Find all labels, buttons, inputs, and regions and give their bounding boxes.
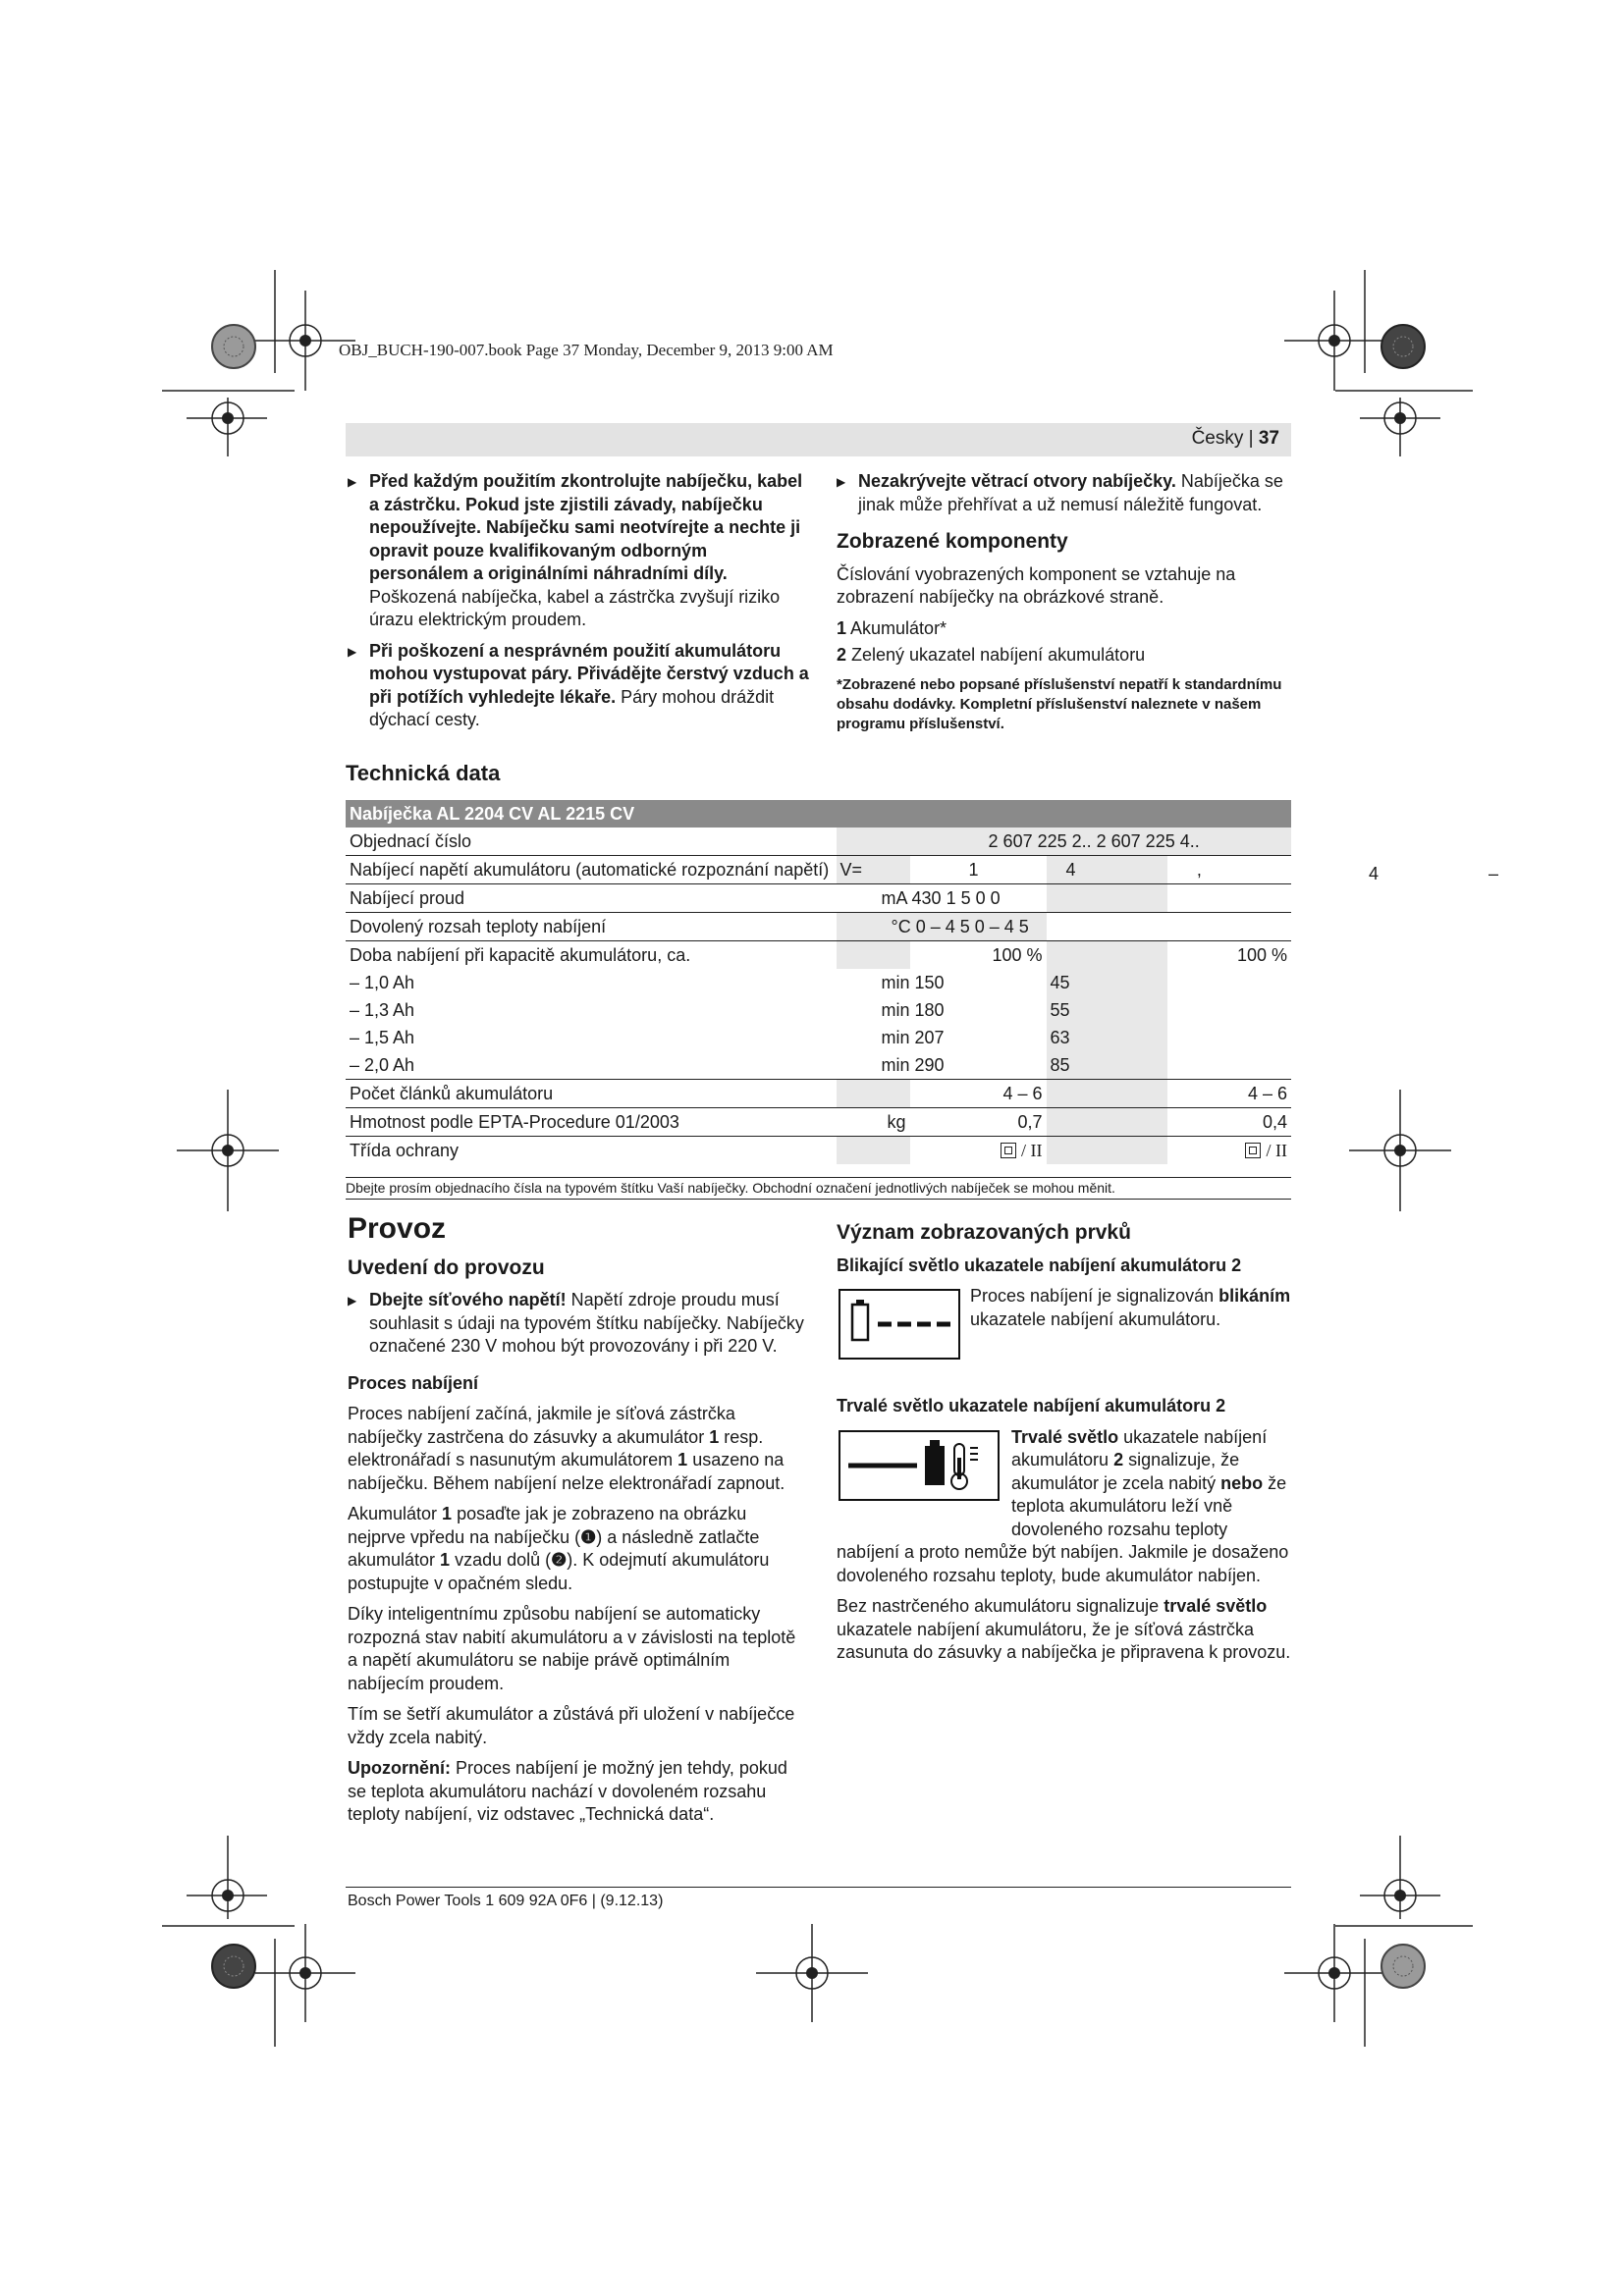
table-row [346,1051,1291,1080]
component-2 [837,644,1291,667]
indicator-column [837,1221,1291,1673]
charging-paragraph-3: Díky inteligentnímu způsobu nabíjení se automaticky rozpozná stav nabití akumulátoru a v závislosti na teplotě a napětí akumulátoru se nabije právě optimálním nabíjecím proudem. [348,1604,796,1693]
table-row [346,913,1291,941]
row-label: Objednací číslo [346,828,837,856]
row-value: 55 [1047,996,1167,1024]
component-number: 2 [837,645,847,665]
tech-table [346,800,1291,1164]
side-number: 4 [1369,864,1380,883]
text: resp. elektronářadí s nasunutým akumulátorem [348,1426,764,1469]
row-value: 1 [910,856,1047,884]
tech-footnote: Dbejte prosím objednacího čísla na typovém štítku Vaší nabíječky. Obchodní označení jednotlivých nabíječek se mohou měnit. [346,1177,1291,1196]
row-value: 0,4 [1167,1108,1291,1137]
tech-title-row [346,800,1291,828]
blinking-indicator-icon [839,1289,960,1360]
table-row [346,969,1291,996]
warning-bold: Nezakrývejte větrací otvory nabíječky. [858,471,1176,491]
ref-number: 1 [442,1504,453,1523]
page-number: 37 [1258,428,1279,449]
emphasis: trvalé světlo [1164,1596,1268,1616]
charging-heading: Proces nabíjení [348,1372,479,1393]
safety-warnings-left [348,470,811,740]
row-value: min 150 [881,972,945,992]
row-label: Dovolený rozsah teploty nabíjení [346,913,837,941]
row-value: 45 [1047,969,1167,996]
table-row [346,996,1291,1024]
warning-rest: Páry mohou dráždit dýchací cesty. [369,686,775,729]
steady-indicator-icon [839,1430,1000,1501]
row-value: 0,7 [910,1108,1047,1137]
row-value: min 207 [881,1027,945,1047]
indicator-heading: Význam zobrazovaných prvků [837,1221,1131,1244]
text: Akumulátor [348,1504,443,1523]
row-value: 63 [1047,1024,1167,1051]
operation-column [348,1212,809,1835]
row-value: 4 – 6 [1167,1080,1291,1108]
ref-number: 1 [677,1450,688,1469]
warning-rest: Napětí zdroje proudu musí souhlasit s údaji na typovém štítku nabíječky. Nabíječky označené 230 V mohou být provozovány i při 220 V. [369,1290,804,1356]
note-label: Upozornění: [348,1758,451,1778]
text: usazeno na nabíječku. Během nabíjení nelze elektronářadí zapnout. [348,1450,785,1493]
row-value: °C 0 – 4 5 0 – 4 5 [837,913,1047,941]
text: ). K odejmutí akumulátoru postupujte v opačném sledu. [348,1550,770,1593]
right-top-column [837,470,1291,734]
table-row [346,1024,1291,1051]
row-value: 4 [1047,856,1167,884]
operation-title: Provoz [348,1212,447,1245]
accessories-note: *Zobrazené nebo popsané příslušenství nepatří k standardnímu obsahu dodávky. Kompletní příslušenství naleznete v našem programu příslušenství. [837,675,1282,732]
warning-bold: Před každým použitím zkontrolujte nabíječku, kabel a zástrčku. Pokud jste zjistili závady, nabíječku nepoužívejte. Nabíječku sami neotvírejte a nechte ji opravit pouze kvalifikovaným odborným personálem a originálními náhradními díly. [369,471,803,583]
text: ukazatele nabíjení akumulátoru, že je síťová zástrčka zasunuta do zásuvky a nabíječka je připravena k provozu. [837,1619,1291,1662]
header-text [1192,428,1279,450]
row-label: – 1,3 Ah [350,999,415,1020]
component-label: Zelený ukazatel nabíjení akumulátoru [846,645,1146,665]
table-row [346,1137,1291,1165]
row-label: Doba nabíjení při kapacitě akumulátoru, ca. [350,944,691,965]
component-label: Akumulátor* [846,617,947,638]
text: Bez nastrčeného akumulátoru signalizuje [837,1596,1164,1616]
text: Proces nabíjení začíná, jakmile je síťová zástrčka nabíječky zastrčena do zásuvky a akumulátor [348,1404,735,1447]
text: že teplota akumulátoru leží vně dovoleného rozsahu teploty nabíjení a proto nemůže být nabíjen. Jakmile je dosaženo dovoleného rozsahu teploty, bude akumulátor nabíjen. [837,1472,1289,1585]
charging-paragraph-1 [348,1403,809,1495]
row-label: Hmotnost podle EPTA-Procedure 01/2003 [346,1108,837,1137]
row-unit: V= [837,856,910,884]
row-label: Počet článků akumulátoru [346,1080,837,1108]
row-value: 85 [1047,1051,1167,1080]
order-number: 2 607 225 2.. 2 607 225 4.. [910,828,1291,856]
page-header [346,423,1291,456]
component-1 [837,617,1291,641]
charging-note [348,1757,809,1827]
table-row [346,828,1291,856]
row-label: – 2,0 Ah [346,1051,837,1080]
row-label: – 1,5 Ah [350,1027,415,1047]
header-lang: Česky | [1191,428,1259,449]
startup-heading: Uvedení do provozu [348,1255,545,1279]
emphasis: blikáním [1218,1286,1291,1306]
text: ) a následně zatlačte akumulátor [348,1526,760,1570]
tech-heading: Technická data [346,761,501,785]
table-row [346,941,1291,970]
table-row [346,856,1291,884]
warning-rest: Nabíječka se jinak může přehřívat a už nemusí náležitě fungovat. [858,471,1283,514]
ref-number: 2 [1113,1450,1124,1469]
class-value: / II [1021,1140,1043,1160]
table-row [346,1108,1291,1137]
row-value: mA 430 1 5 0 0 [837,884,1047,913]
text: Proces nabíjení je signalizován [970,1286,1219,1306]
table-row [346,884,1291,913]
charging-paragraph-4: Tím se šetří akumulátor a zůstává při uložení v nabíječce vždy zcela nabitý. [348,1704,795,1747]
row-value: , [1167,856,1291,884]
no-battery-description [837,1595,1291,1665]
warning-vents [837,470,1291,516]
voltage-warning [348,1289,809,1359]
row-label: Nabíjecí napětí akumulátoru (automatické rozpoznání napětí) [346,856,837,884]
class-value: / II [1266,1140,1287,1160]
warning-bold: Při poškození a nesprávném použití akumulátoru mohou vystupovat páry. Přivádějte čerstvý vzduch a při potížích vyhledejte lékaře. [369,640,809,707]
text: Proces nabíjení je možný jen tehdy, pokud se teplota akumulátoru nachází v dovoleném rozsahu teploty nabíjení, viz odstavec „Technická data“. [348,1758,787,1824]
footer-divider [346,1887,1291,1888]
warning-rest: Poškozená nabíječka, kabel a zástrčka zvyšují riziko úrazu elektrickým proudem. [369,586,781,629]
blinking-description [970,1285,1291,1331]
steady-heading: Trvalé světlo ukazatele nabíjení akumulátoru 2 [837,1396,1226,1415]
tech-title: Nabíječka AL 2204 CV AL 2215 CV [346,800,1291,828]
row-label: – 1,0 Ah [350,972,415,992]
class-ii-icon [1245,1143,1261,1158]
emphasis: Trvalé světlo [1011,1426,1119,1447]
row-unit: kg [837,1108,910,1137]
row-value: min 180 [881,999,945,1020]
ref-number: 1 [440,1550,451,1570]
components-heading: Zobrazené komponenty [837,530,1068,553]
steady-block [837,1426,1291,1588]
blinking-block [837,1285,1291,1375]
protection-class [1167,1137,1291,1165]
divider [346,1199,1291,1200]
row-value: 4 – 6 [910,1080,1047,1108]
footer-text: Bosch Power Tools 1 609 92A 0F6 | (9.12.13) [348,1893,664,1909]
battery-blink-icon [840,1291,958,1358]
charging-paragraph-2 [348,1503,809,1595]
warning-bold: Dbejte síťového napětí! [369,1290,567,1309]
emphasis: nebo [1220,1472,1264,1493]
blinking-heading: Blikající světlo ukazatele nabíjení akumulátoru 2 [837,1255,1242,1275]
text: ukazatele nabíjení akumulátoru. [970,1308,1221,1329]
warning-charger-check [348,470,811,632]
text: signalizuje, že akumulátor je zcela nabitý [1011,1450,1240,1493]
table-row [346,1080,1291,1108]
print-line: OBJ_BUCH-190-007.book Page 37 Monday, December 9, 2013 9:00 AM [339,341,834,359]
step-marker: ❶ [580,1526,597,1547]
protection-class [910,1137,1047,1165]
battery-full-thermometer-icon [840,1432,998,1499]
warning-battery-vapours [348,640,811,732]
step-marker: ❷ [551,1550,568,1570]
row-value: 100 % [992,944,1043,965]
components-intro: Číslování vyobrazených komponent se vztahuje na zobrazení nabíječky na obrázkové straně. [837,563,1236,607]
ref-number: 1 [709,1426,720,1447]
text: posaďte jak je zobrazeno na obrázku nejprve vpředu na nabíječku ( [348,1504,747,1547]
row-label: Nabíjecí proud [346,884,837,913]
class-ii-icon [1001,1143,1016,1158]
side-dash: – [1489,864,1499,883]
text: vzadu dolů ( [450,1550,552,1570]
row-value: min 290 [837,1051,1047,1080]
component-number: 1 [837,617,847,638]
text: ukazatele nabíjení akumulátoru [1011,1426,1268,1469]
row-label: Třída ochrany [350,1140,460,1160]
row-value: 100 % [1236,944,1287,965]
